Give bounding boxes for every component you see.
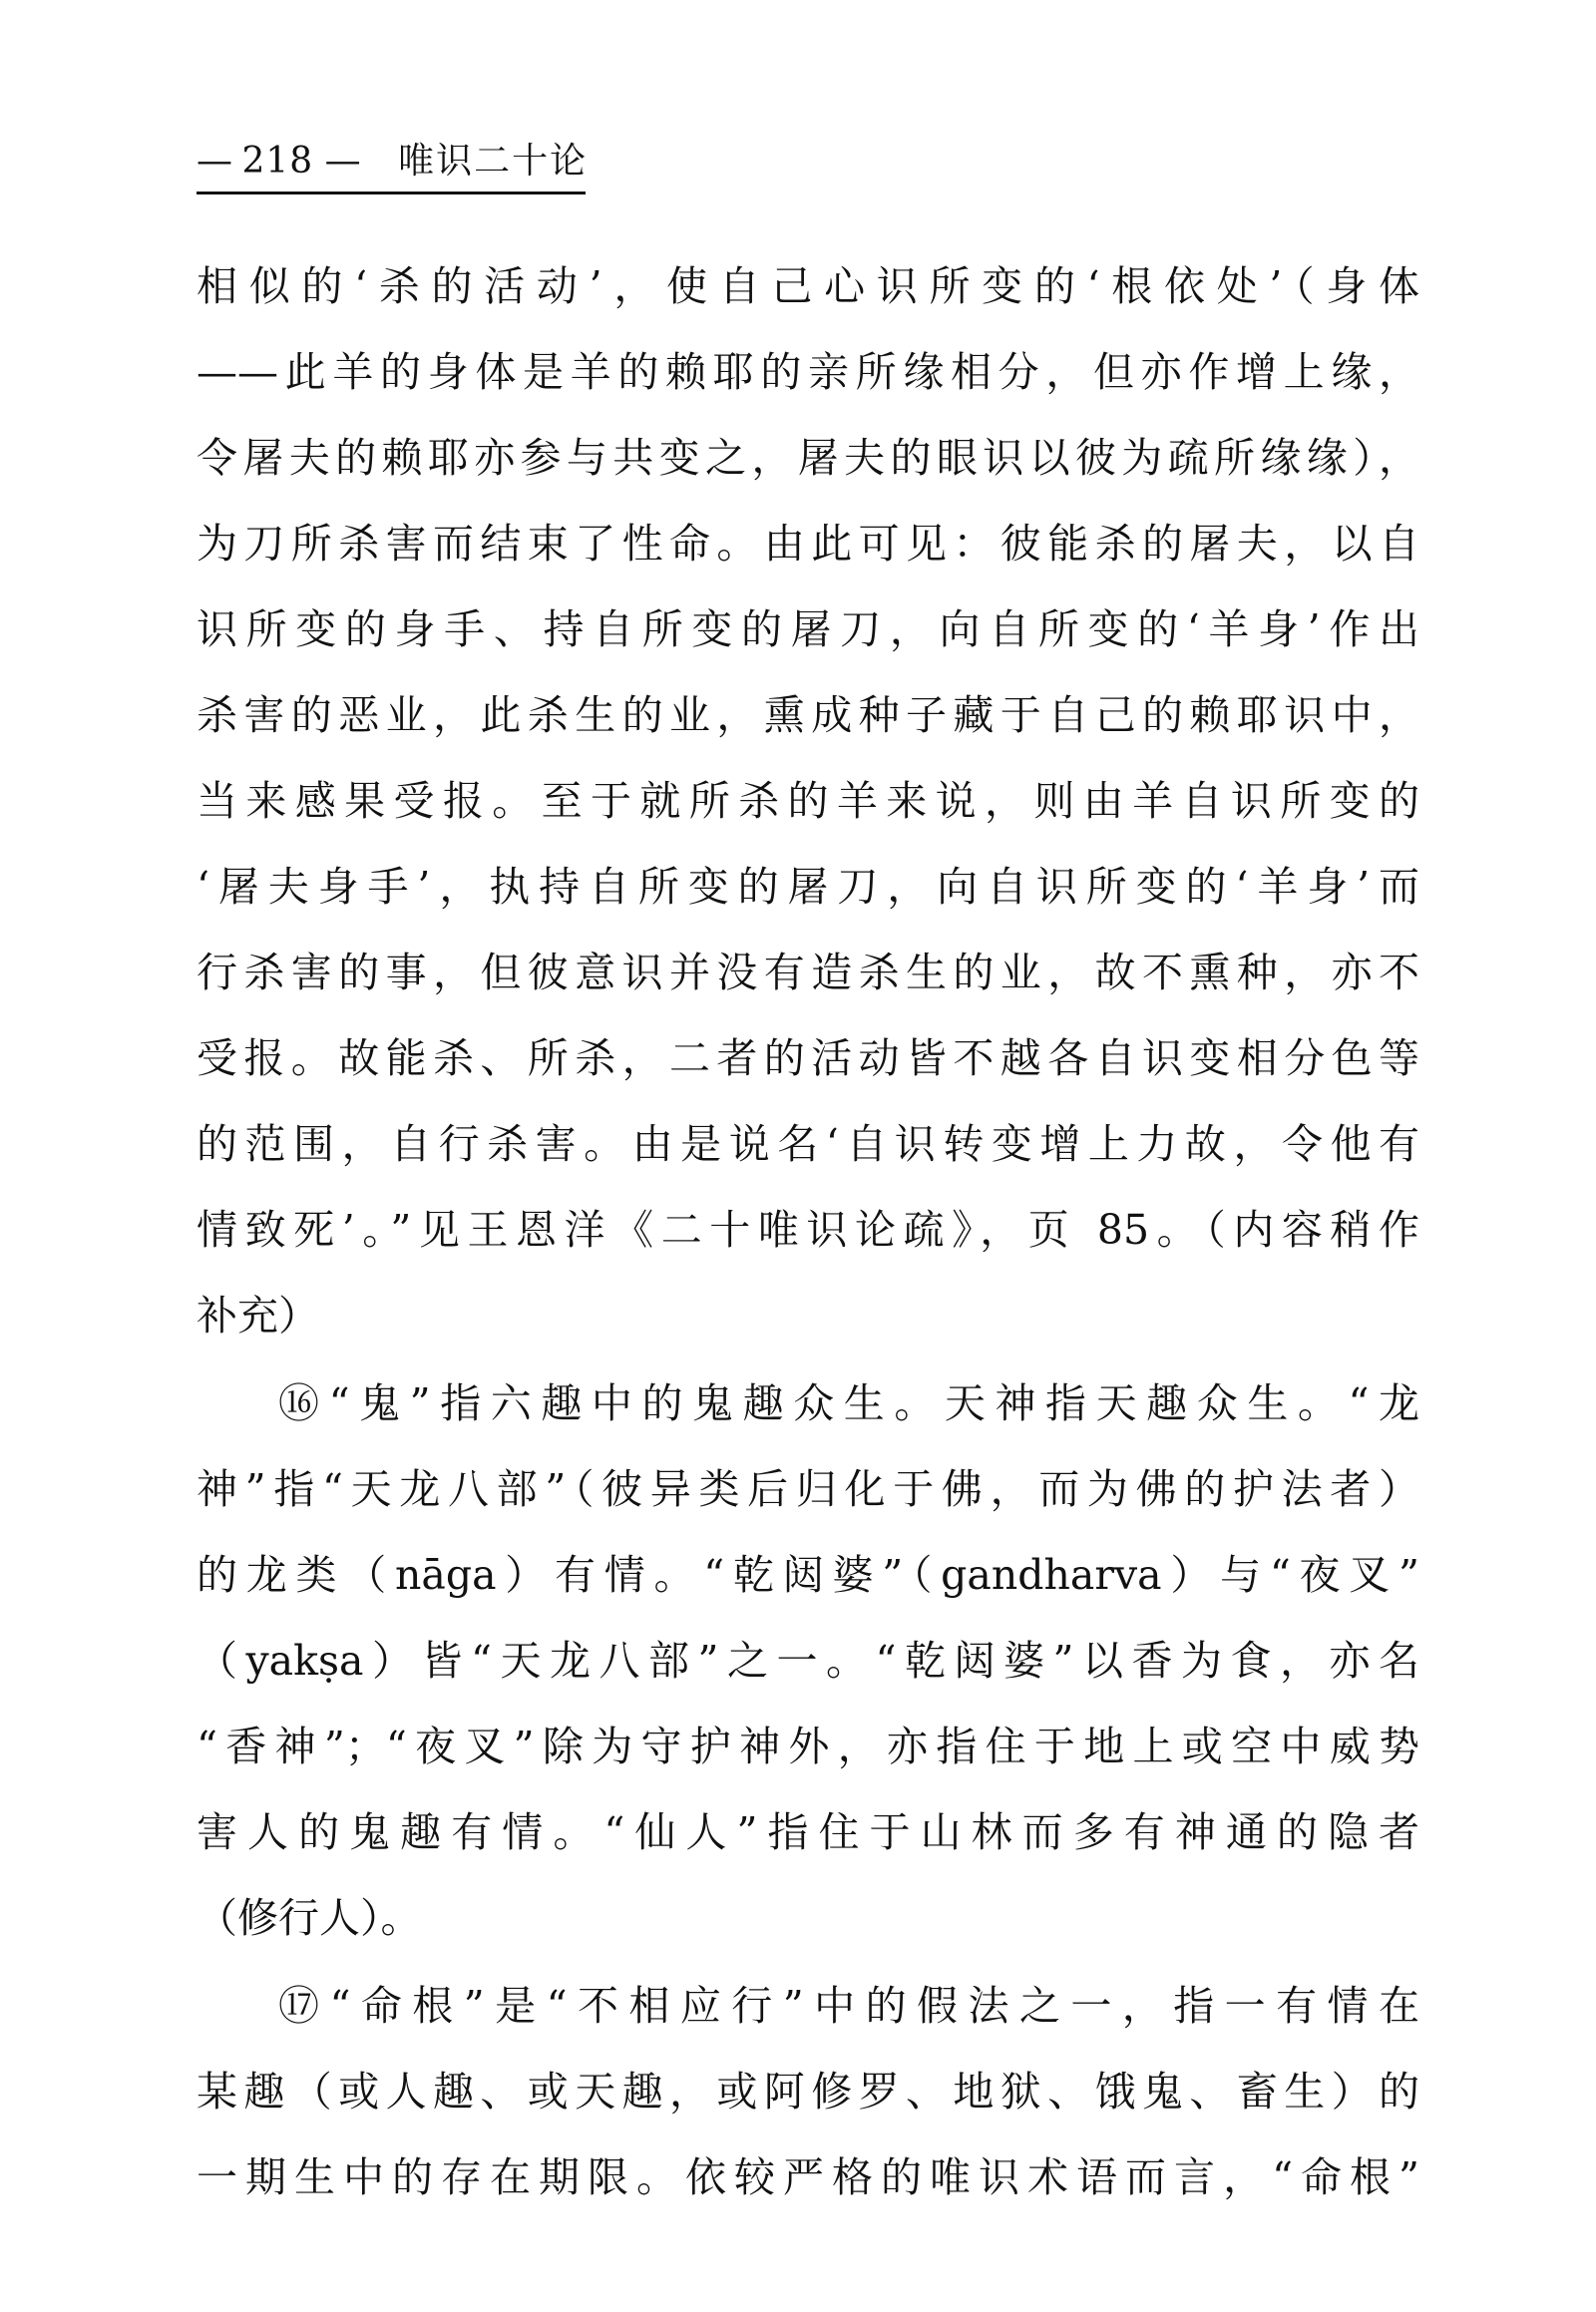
text-line: （yakṣa）皆“天龙八部”之一。“乾闼婆”以香为食，亦名 [197, 1637, 1419, 1685]
running-header [197, 140, 589, 194]
text-line: ‘屠夫身手’，执持自所变的屠刀，向自识所变的‘羊身’而 [197, 863, 1419, 911]
text-line: ——此羊的身体是羊的赖耶的亲所缘相分，但亦作增上缘， [197, 348, 1419, 396]
book-title: 唯识二十论 [398, 141, 589, 182]
text-line: 当来感果受报。至于就所杀的羊来说，则由羊自识所变的 [197, 777, 1419, 825]
note-77-paragraph [197, 1963, 1419, 2220]
paragraph-continued [197, 243, 1419, 1358]
text-line: 某趣（或人趣、或天趣，或阿修罗、地狱、饿鬼、畜生）的 [197, 2068, 1419, 2116]
text-line: 受报。故能杀、所杀，二者的活动皆不越各自识变相分色等 [197, 1034, 1419, 1082]
text-line: 的龙类（nāga）有情。“乾闼婆”（gandharva）与“夜叉” [197, 1551, 1419, 1599]
text-line: （修行人）。 [197, 1894, 422, 1942]
text-line: 补充） [197, 1292, 319, 1340]
text-line: 一期生中的存在期限。依较严格的唯识术语而言，“命根” [197, 2153, 1419, 2201]
text-line: 的范围，自行杀害。由是说名‘自识转变增上力故，令他有 [197, 1120, 1419, 1168]
header-dash-right: — [324, 141, 361, 182]
note-first-line: ⑯“鬼”指六趣中的鬼趣众生。天神指天趣众生。“龙 [278, 1379, 1419, 1427]
text-line: 为刀所杀害而结束了性命。由此可见：彼能杀的屠夫，以自 [197, 520, 1419, 568]
text-line: 识所变的身手、持自所变的屠刀，向自所变的‘羊身’作出 [197, 605, 1419, 653]
note-76-paragraph [197, 1360, 1419, 1961]
text-line: “香神”；“夜叉”除为守护神外，亦指住于地上或空中威势 [197, 1723, 1419, 1770]
text-line: 相似的‘杀的活动’，使自己心识所变的‘根依处’（身体 [197, 262, 1419, 310]
text-line: 害人的鬼趣有情。“仙人”指住于山林而多有神通的隐者 [197, 1808, 1419, 1856]
text-line: 行杀害的事，但彼意识并没有造杀生的业，故不熏种，亦不 [197, 949, 1419, 996]
text-line: 令屠夫的赖耶亦参与共变之，屠夫的眼识以彼为疏所缘缘）， [197, 434, 1419, 482]
page-number: 218 [241, 141, 314, 182]
text-line: 杀害的恶业，此杀生的业，熏成种子藏于自己的赖耶识中， [197, 691, 1419, 739]
page-body [197, 243, 1419, 2220]
text-line: 神”指“天龙八部”（彼异类后归化于佛，而为佛的护法者） [197, 1465, 1419, 1513]
text-line: 情致死’。”见王恩洋《二十唯识论疏》，页 85。（内容稍作 [197, 1206, 1419, 1254]
header-dash-left: — [197, 141, 232, 182]
note-first-line: ⑰“命根”是“不相应行”中的假法之一，指一有情在 [278, 1982, 1419, 2030]
